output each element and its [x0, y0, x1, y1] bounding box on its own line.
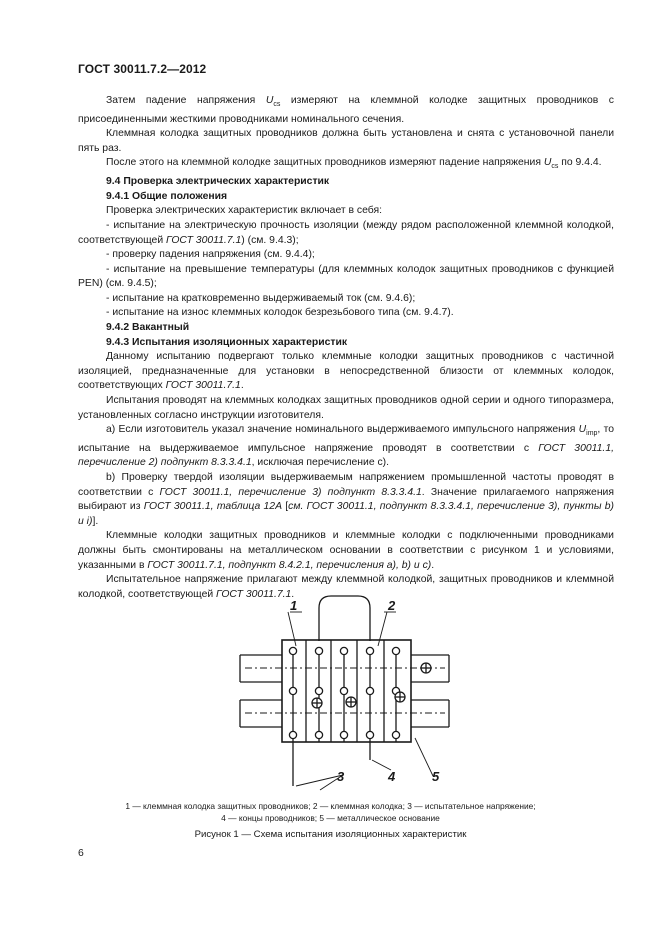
list-item: - испытание на превышение температуры (для клеммных колодок защитных проводников с функцией PEN) (см. 9.4.5);	[78, 263, 614, 290]
document-body	[78, 94, 614, 602]
paragraph: Клеммная колодка защитных проводников должна быть установлена и снята с установочной панели пять раз.	[78, 128, 614, 154]
figure-label-5: 5	[432, 769, 440, 784]
paragraph: После этого на клеммной колодке защитных проводников измеряют падение напряжения $U_{cs}$ по 9.4.4.	[106, 157, 602, 171]
paragraph: b) Проверку твердой изоляции выдерживаемым напряжением промышленной частоты проводят в соответствии с ГОСТ 30011.1, перечисление 3) подпункт 8.3.3.4.1. Значение прилагаемого напряжения выбирают из ГОСТ 30011.1, таблица 12А [см. ГОСТ 30011.1, подпункт 8.3.3.4.1, перечисление 3), пункты b) и i)].	[78, 472, 614, 527]
paragraph: Испытания проводят на клеммных колодках защитных проводников одной серии и одного типоразмера, установленных согласно инструкции изготовителя.	[78, 395, 614, 421]
page-number: 6	[78, 848, 84, 859]
list-item: - проверку падения напряжения (см. 9.4.4);	[106, 249, 315, 261]
figure-legend-line: 1 — клеммная колодка защитных проводников; 2 — клеммная колодка; 3 — испытательное напряжение;	[125, 801, 536, 811]
list-item: - испытание на износ клеммных колодок безрезьбового типа (см. 9.4.7).	[106, 307, 454, 319]
paragraph: Затем падение напряжения $U_{cs}$ измеряют на клеммной колодке защитных проводников с присоединенными жесткими проводниками номинального сечения.	[78, 95, 615, 125]
paragraph: а) Если изготовитель указал значение номинального выдерживаемого импульсного напряжения $U_{imp}$, то испытание на выдерживаемое импульсное напряжение проводят в соответствии с ГОСТ 30011.1, перечисление 2) подпункт 8.3.3.4.1, исключая перечисление с).	[78, 424, 614, 469]
section-heading-9-4-3: 9.4.3 Испытания изоляционных характеристик	[106, 336, 348, 348]
test-circuit-figure	[0, 592, 661, 802]
figure-label-1: 1	[290, 598, 298, 613]
section-heading-9-4: 9.4 Проверка электрических характеристик	[106, 176, 330, 188]
paragraph: Данному испытанию подвергают только клеммные колодки защитных проводников с частичной изоляцией, предназначенные для установки в непосредственной близости от клеммных колодок, соответствующих ГОСТ 30011.7.1.	[78, 351, 614, 392]
figure-label-4: 4	[388, 769, 396, 784]
section-heading-9-4-1: 9.4.1 Общие положения	[106, 190, 228, 202]
figure-label-3: 3	[337, 769, 345, 784]
list-item: - испытание на кратковременно выдерживаемый ток (см. 9.4.6);	[106, 292, 416, 304]
screw-icons	[312, 663, 431, 708]
figure-label-2: 2	[388, 598, 396, 613]
figure-caption: Рисунок 1 — Схема испытания изоляционных характеристик	[194, 829, 467, 840]
paragraph: Испытательное напряжение прилагают между клеммной колодкой, защитных проводников и клеммной колодкой, соответствующей ГОСТ 30011.7.1.	[78, 574, 614, 600]
paragraph: Клеммные колодки защитных проводников и клеммные колодки с подключенными проводниками должны быть смонтированы на металлическом основании в соответствии с рисунком 1 и условиями, указанными в ГОСТ 30011.7.1, подпункт 8.4.2.1, перечисления а), b) и с).	[78, 530, 614, 571]
figure-legend	[0, 800, 661, 824]
section-heading-9-4-2: 9.4.2 Вакантный	[106, 322, 190, 334]
document-header: ГОСТ 30011.7.2—2012	[78, 62, 207, 76]
list-item: - испытание на электрическую прочность изоляции (между рядом расположенной клеммной колодкой, соответствующей ГОСТ 30011.7.1) (см. 9.4.3);	[78, 219, 614, 246]
figure-legend-line: 4 — концы проводников; 5 — металлическое основание	[221, 813, 440, 823]
paragraph: Проверка электрических характеристик включает в себя:	[106, 205, 383, 217]
